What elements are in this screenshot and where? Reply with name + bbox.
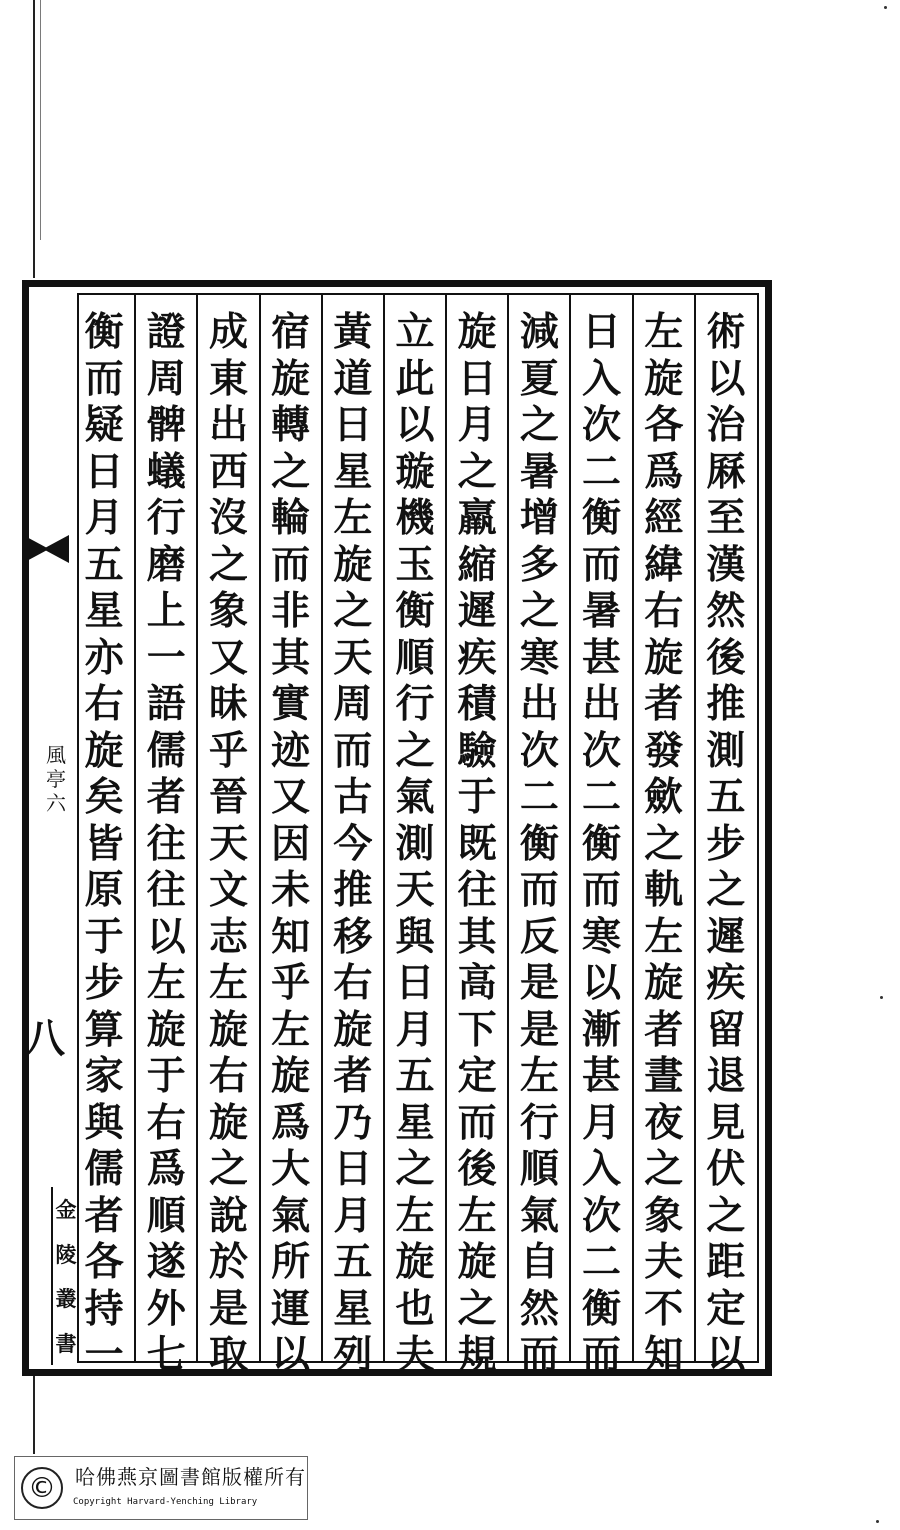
margin-title: 風 亭 六 xyxy=(46,743,66,815)
speck xyxy=(876,1520,879,1523)
page-frame xyxy=(22,280,772,1376)
copyright-chinese: 哈佛燕京圖書館版權所有 xyxy=(75,1465,306,1489)
text-column: 日 入 次 二 衡 而 暑 甚 出 次 二 衡 而 寒 以 漸 甚 月 入 次 二 衡 而 xyxy=(582,309,622,1378)
copyright-icon: © xyxy=(21,1467,63,1509)
text-column: 衡 而 疑 日 月 五 星 亦 右 旋 矣 皆 原 于 步 算 家 與 儒 者 各 持 一 xyxy=(84,309,124,1378)
page-margin-strip xyxy=(25,287,77,1369)
text-column: 左 旋 各 爲 經 緯 右 旋 者 發 歛 之 軌 左 旋 者 晝 夜 之 象 夫 不 知 xyxy=(644,309,684,1378)
column-rule xyxy=(259,295,261,1361)
text-column: 成 東 出 西 沒 之 象 又 昧 乎 晉 天 文 志 左 旋 右 旋 之 說 於 是 取 xyxy=(208,309,248,1378)
column-rule xyxy=(383,295,385,1361)
column-rule xyxy=(134,295,136,1361)
text-block xyxy=(77,293,759,1378)
text-column: 黃 道 日 星 左 旋 之 天 周 而 古 今 推 移 右 旋 者 乃 日 月 五 星 列 xyxy=(333,309,373,1378)
text-column: 證 周 髀 蟻 行 磨 上 一 語 儒 者 往 往 以 左 旋 于 右 爲 順 遂 外 七 xyxy=(146,309,186,1378)
copyright-stamp xyxy=(14,1456,308,1520)
fish-tail-mark xyxy=(43,535,69,563)
column-rule xyxy=(445,295,447,1361)
text-column: 術 以 治 厤 至 漢 然 後 推 測 五 步 之 遲 疾 留 退 見 伏 之 距 定 以 xyxy=(706,309,746,1378)
column-rule xyxy=(632,295,634,1361)
text-column: 減 夏 之 暑 增 多 之 寒 出 次 二 衡 而 反 是 是 左 行 順 氣 自 然 而 xyxy=(519,309,559,1378)
speck xyxy=(884,6,887,9)
column-rule xyxy=(196,295,198,1361)
speck xyxy=(880,996,883,999)
margin-page-number: 八 xyxy=(25,1015,65,1062)
text-column: 宿 旋 轉 之 輪 而 非 其 實 迹 又 因 未 知 乎 左 旋 爲 大 氣 所 運 以 xyxy=(271,309,311,1378)
copyright-english: Copyright Harvard-Yenching Library xyxy=(73,1497,258,1507)
column-rule xyxy=(321,295,323,1361)
text-column: 立 此 以 璇 機 玉 衡 順 行 之 氣 測 天 與 日 月 五 星 之 左 旋 也 夫 xyxy=(395,309,435,1378)
fold-line xyxy=(40,0,41,240)
fold-line xyxy=(33,0,35,278)
column-rule xyxy=(569,295,571,1361)
fold-line xyxy=(33,1376,35,1454)
column-rule xyxy=(507,295,509,1361)
column-rule xyxy=(694,295,696,1361)
series-title: 金 陵 叢 書 xyxy=(51,1187,79,1365)
text-column: 旋 日 月 之 羸 縮 遲 疾 積 驗 于 既 往 其 高 下 定 而 後 左 旋 之 規 xyxy=(457,309,497,1378)
